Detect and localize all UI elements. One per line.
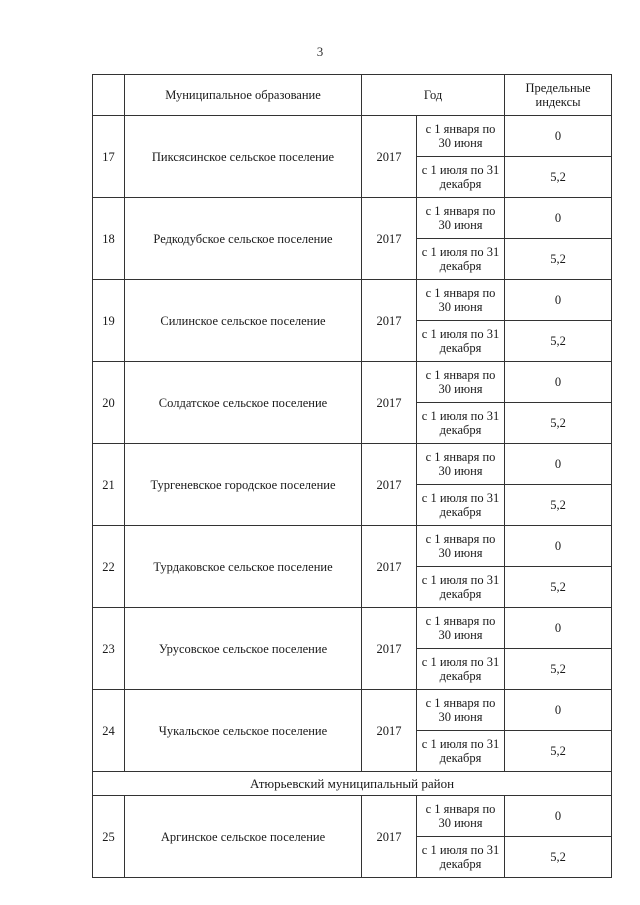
- row-year: 2017: [362, 796, 417, 878]
- period-first-half: с 1 января по 30 июня: [417, 116, 505, 157]
- index-second-half: 5,2: [505, 321, 612, 362]
- period-first-half: с 1 января по 30 июня: [417, 526, 505, 567]
- municipality-name: Чукальское сельское поселение: [125, 690, 362, 772]
- municipality-name: Аргинское сельское поселение: [125, 796, 362, 878]
- period-first-half: с 1 января по 30 июня: [417, 280, 505, 321]
- period-first-half: с 1 января по 30 июня: [417, 608, 505, 649]
- header-number: [93, 75, 125, 116]
- index-first-half: 0: [505, 690, 612, 731]
- row-year: 2017: [362, 444, 417, 526]
- index-second-half: 5,2: [505, 837, 612, 878]
- table-row: [93, 608, 612, 649]
- municipality-name: Урусовское сельское поселение: [125, 608, 362, 690]
- row-year: 2017: [362, 362, 417, 444]
- index-second-half: 5,2: [505, 157, 612, 198]
- row-number: 21: [93, 444, 125, 526]
- row-year: 2017: [362, 280, 417, 362]
- index-first-half: 0: [505, 444, 612, 485]
- row-number: 18: [93, 198, 125, 280]
- page-number: 3: [316, 44, 324, 59]
- period-second-half: с 1 июля по 31 декабря: [417, 239, 505, 280]
- row-year: 2017: [362, 116, 417, 198]
- index-second-half: 5,2: [505, 649, 612, 690]
- index-first-half: 0: [505, 280, 612, 321]
- section-row: [93, 772, 612, 796]
- row-year: 2017: [362, 608, 417, 690]
- index-second-half: 5,2: [505, 485, 612, 526]
- row-year: 2017: [362, 690, 417, 772]
- table-row: [93, 280, 612, 321]
- period-second-half: с 1 июля по 31 декабря: [417, 157, 505, 198]
- index-second-half: 5,2: [505, 567, 612, 608]
- index-first-half: 0: [505, 608, 612, 649]
- row-number: 17: [93, 116, 125, 198]
- row-number: 20: [93, 362, 125, 444]
- section-title: Атюрьевский муниципальный район: [93, 772, 612, 796]
- period-first-half: с 1 января по 30 июня: [417, 362, 505, 403]
- tariff-index-table: [92, 74, 612, 878]
- header-municipality: Муниципальное образование: [125, 75, 362, 116]
- municipality-name: Солдатское сельское поселение: [125, 362, 362, 444]
- period-first-half: с 1 января по 30 июня: [417, 690, 505, 731]
- index-second-half: 5,2: [505, 239, 612, 280]
- period-first-half: с 1 января по 30 июня: [417, 796, 505, 837]
- index-first-half: 0: [505, 198, 612, 239]
- row-number: 22: [93, 526, 125, 608]
- row-number: 23: [93, 608, 125, 690]
- municipality-name: Тургеневское городское поселение: [125, 444, 362, 526]
- municipality-name: Редкодубское сельское поселение: [125, 198, 362, 280]
- row-year: 2017: [362, 526, 417, 608]
- row-number: 24: [93, 690, 125, 772]
- period-second-half: с 1 июля по 31 декабря: [417, 321, 505, 362]
- municipality-name: Силинское сельское поселение: [125, 280, 362, 362]
- period-second-half: с 1 июля по 31 декабря: [417, 731, 505, 772]
- period-second-half: с 1 июля по 31 декабря: [417, 403, 505, 444]
- period-second-half: с 1 июля по 31 декабря: [417, 567, 505, 608]
- index-first-half: 0: [505, 116, 612, 157]
- index-first-half: 0: [505, 526, 612, 567]
- row-number: 19: [93, 280, 125, 362]
- table-row: [93, 116, 612, 157]
- index-second-half: 5,2: [505, 731, 612, 772]
- table-row: [93, 198, 612, 239]
- table-header-row: [93, 75, 612, 116]
- table-row: [93, 796, 612, 837]
- period-first-half: с 1 января по 30 июня: [417, 198, 505, 239]
- municipality-name: Пиксясинское сельское поселение: [125, 116, 362, 198]
- table-row: [93, 362, 612, 403]
- period-first-half: с 1 января по 30 июня: [417, 444, 505, 485]
- municipality-name: Турдаковское сельское поселение: [125, 526, 362, 608]
- table-row: [93, 690, 612, 731]
- period-second-half: с 1 июля по 31 декабря: [417, 649, 505, 690]
- period-second-half: с 1 июля по 31 декабря: [417, 485, 505, 526]
- row-number: 25: [93, 796, 125, 878]
- header-index: Предельные индексы: [505, 75, 612, 116]
- period-second-half: с 1 июля по 31 декабря: [417, 837, 505, 878]
- table-row: [93, 444, 612, 485]
- index-first-half: 0: [505, 362, 612, 403]
- table-row: [93, 526, 612, 567]
- row-year: 2017: [362, 198, 417, 280]
- header-year: Год: [362, 75, 505, 116]
- index-second-half: 5,2: [505, 403, 612, 444]
- index-first-half: 0: [505, 796, 612, 837]
